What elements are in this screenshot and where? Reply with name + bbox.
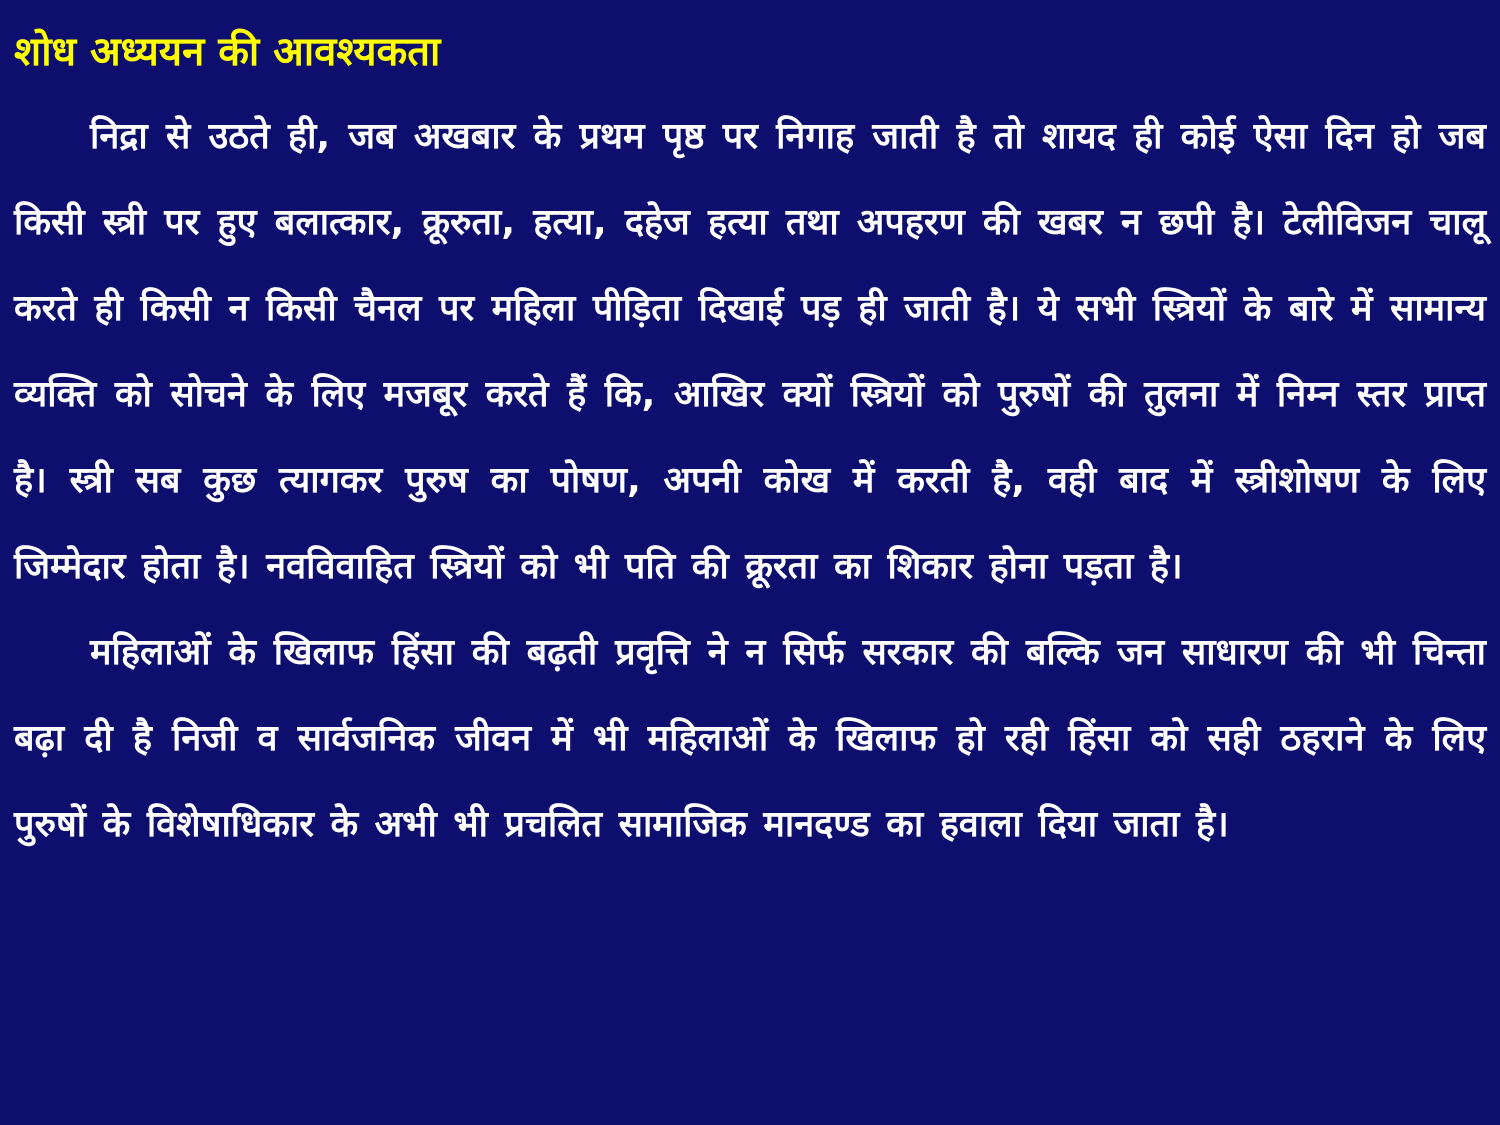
slide-title: शोध अध्ययन की आवश्यकता	[14, 29, 441, 75]
body-paragraph-1: निद्रा से उठते ही, जब अखबार के प्रथम पृष्ठ पर निगाह जाती है तो शायद ही कोई ऐसा दिन हो जब किसी स्त्री पर हुए बलात्कार, क्रूरुता, हत्या, दहेज हत्या तथा अपहरण की खबर न छपी है। टेलीविजन चालू करते ही किसी न किसी चैनल पर महिला पीड़िता दिखाई पड़ ही जाती है। ये सभी स्त्रियों के बारे में सामान्य व्यक्ति को सोचने के लिए मजबूर करते हैं कि, आखिर क्यों स्त्रियों को पुरुषों की तुलना में निम्न स्तर प्राप्त है। स्त्री सब कुछ त्यागकर पुरुष का पोषण, अपनी कोख में करती है, वही बाद में स्त्रीशोषण के लिए जिम्मेदार होता है। नवविवाहित स्त्रियों को भी पति की क्रूरता का शिकार होना पड़ता है।	[14, 116, 1486, 587]
body-paragraph-2: महिलाओं के खिलाफ हिंसा की बढ़ती प्रवृत्ति ने न सिर्फ सरकार की बल्कि जन साधारण की भी चिन्ता बढ़ा दी है निजी व सार्वजनिक जीवन में भी महिलाओं के खिलाफ हो रही हिंसा को सही ठहराने के लिए पुरुषों के विशेषाधिकार के अभी भी प्रचलित सामाजिक मानदण्ड का हवाला दिया जाता है।	[14, 632, 1486, 845]
